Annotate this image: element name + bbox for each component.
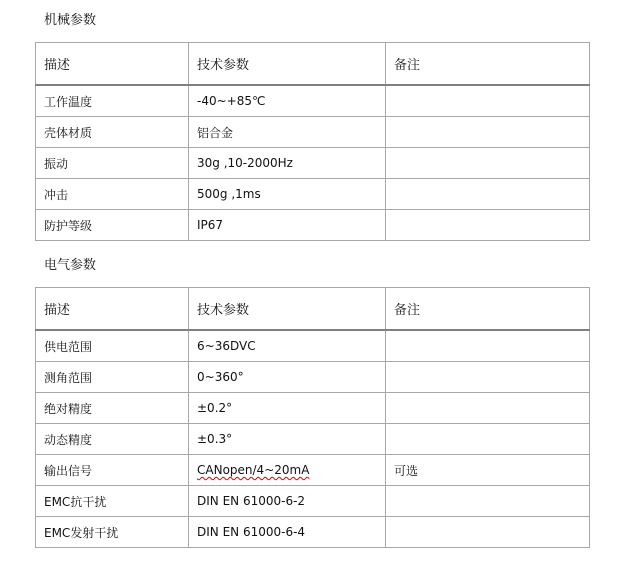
cell-spec: ±0.3° xyxy=(189,424,386,455)
cell-description: 测角范围 xyxy=(36,362,189,393)
cell-spec: ±0.2° xyxy=(189,393,386,424)
cell-description: 冲击 xyxy=(36,179,189,210)
cell-note xyxy=(386,517,590,548)
table-row xyxy=(36,393,590,424)
cell-note xyxy=(386,362,590,393)
header-spec: 技术参数 xyxy=(189,288,386,331)
cell-spec: IP67 xyxy=(189,210,386,241)
cell-description: 动态精度 xyxy=(36,424,189,455)
table-row xyxy=(36,330,590,362)
cell-description: 壳体材质 xyxy=(36,117,189,148)
cell-description: EMC抗干扰 xyxy=(36,486,189,517)
electrical-params-table xyxy=(35,287,590,548)
section-heading-mechanical: 机械参数 xyxy=(44,13,97,28)
cell-note xyxy=(386,486,590,517)
header-description: 描述 xyxy=(36,288,189,331)
cell-note xyxy=(386,179,590,210)
cell-description: 工作温度 xyxy=(36,85,189,117)
cell-description: 输出信号 xyxy=(36,455,189,486)
cell-spec: DIN EN 61000-6-4 xyxy=(189,517,386,548)
cell-note xyxy=(386,148,590,179)
cell-note xyxy=(386,424,590,455)
table-row xyxy=(36,517,590,548)
header-note: 备注 xyxy=(386,43,590,86)
cell-note: 可选 xyxy=(386,455,590,486)
cell-spec: 铝合金 xyxy=(189,117,386,148)
table-row xyxy=(36,210,590,241)
cell-spec: 0~360° xyxy=(189,362,386,393)
cell-description: EMC发射干扰 xyxy=(36,517,189,548)
cell-spec xyxy=(189,455,386,486)
cell-note xyxy=(386,117,590,148)
cell-note xyxy=(386,330,590,362)
header-note: 备注 xyxy=(386,288,590,331)
cell-spec: 6~36DVC xyxy=(189,330,386,362)
table-row xyxy=(36,424,590,455)
header-spec: 技术参数 xyxy=(189,43,386,86)
cell-spec: -40~+85℃ xyxy=(189,85,386,117)
cell-description: 防护等级 xyxy=(36,210,189,241)
cell-description: 供电范围 xyxy=(36,330,189,362)
table-header-row xyxy=(36,43,590,86)
cell-note xyxy=(386,85,590,117)
table-row xyxy=(36,486,590,517)
section-heading-electrical: 电气参数 xyxy=(44,258,97,273)
mechanical-params-table xyxy=(35,42,590,241)
table-row xyxy=(36,362,590,393)
cell-spec: DIN EN 61000-6-2 xyxy=(189,486,386,517)
cell-note xyxy=(386,210,590,241)
cell-description: 绝对精度 xyxy=(36,393,189,424)
table-row xyxy=(36,148,590,179)
cell-description: 振动 xyxy=(36,148,189,179)
cell-note xyxy=(386,393,590,424)
cell-spec: 500g ,1ms xyxy=(189,179,386,210)
spellcheck-flagged-text: CANopen/4~20mA xyxy=(197,463,310,477)
table-row xyxy=(36,455,590,486)
header-description: 描述 xyxy=(36,43,189,86)
table-row xyxy=(36,179,590,210)
table-header-row xyxy=(36,288,590,331)
cell-spec: 30g ,10-2000Hz xyxy=(189,148,386,179)
table-row xyxy=(36,85,590,117)
table-row xyxy=(36,117,590,148)
